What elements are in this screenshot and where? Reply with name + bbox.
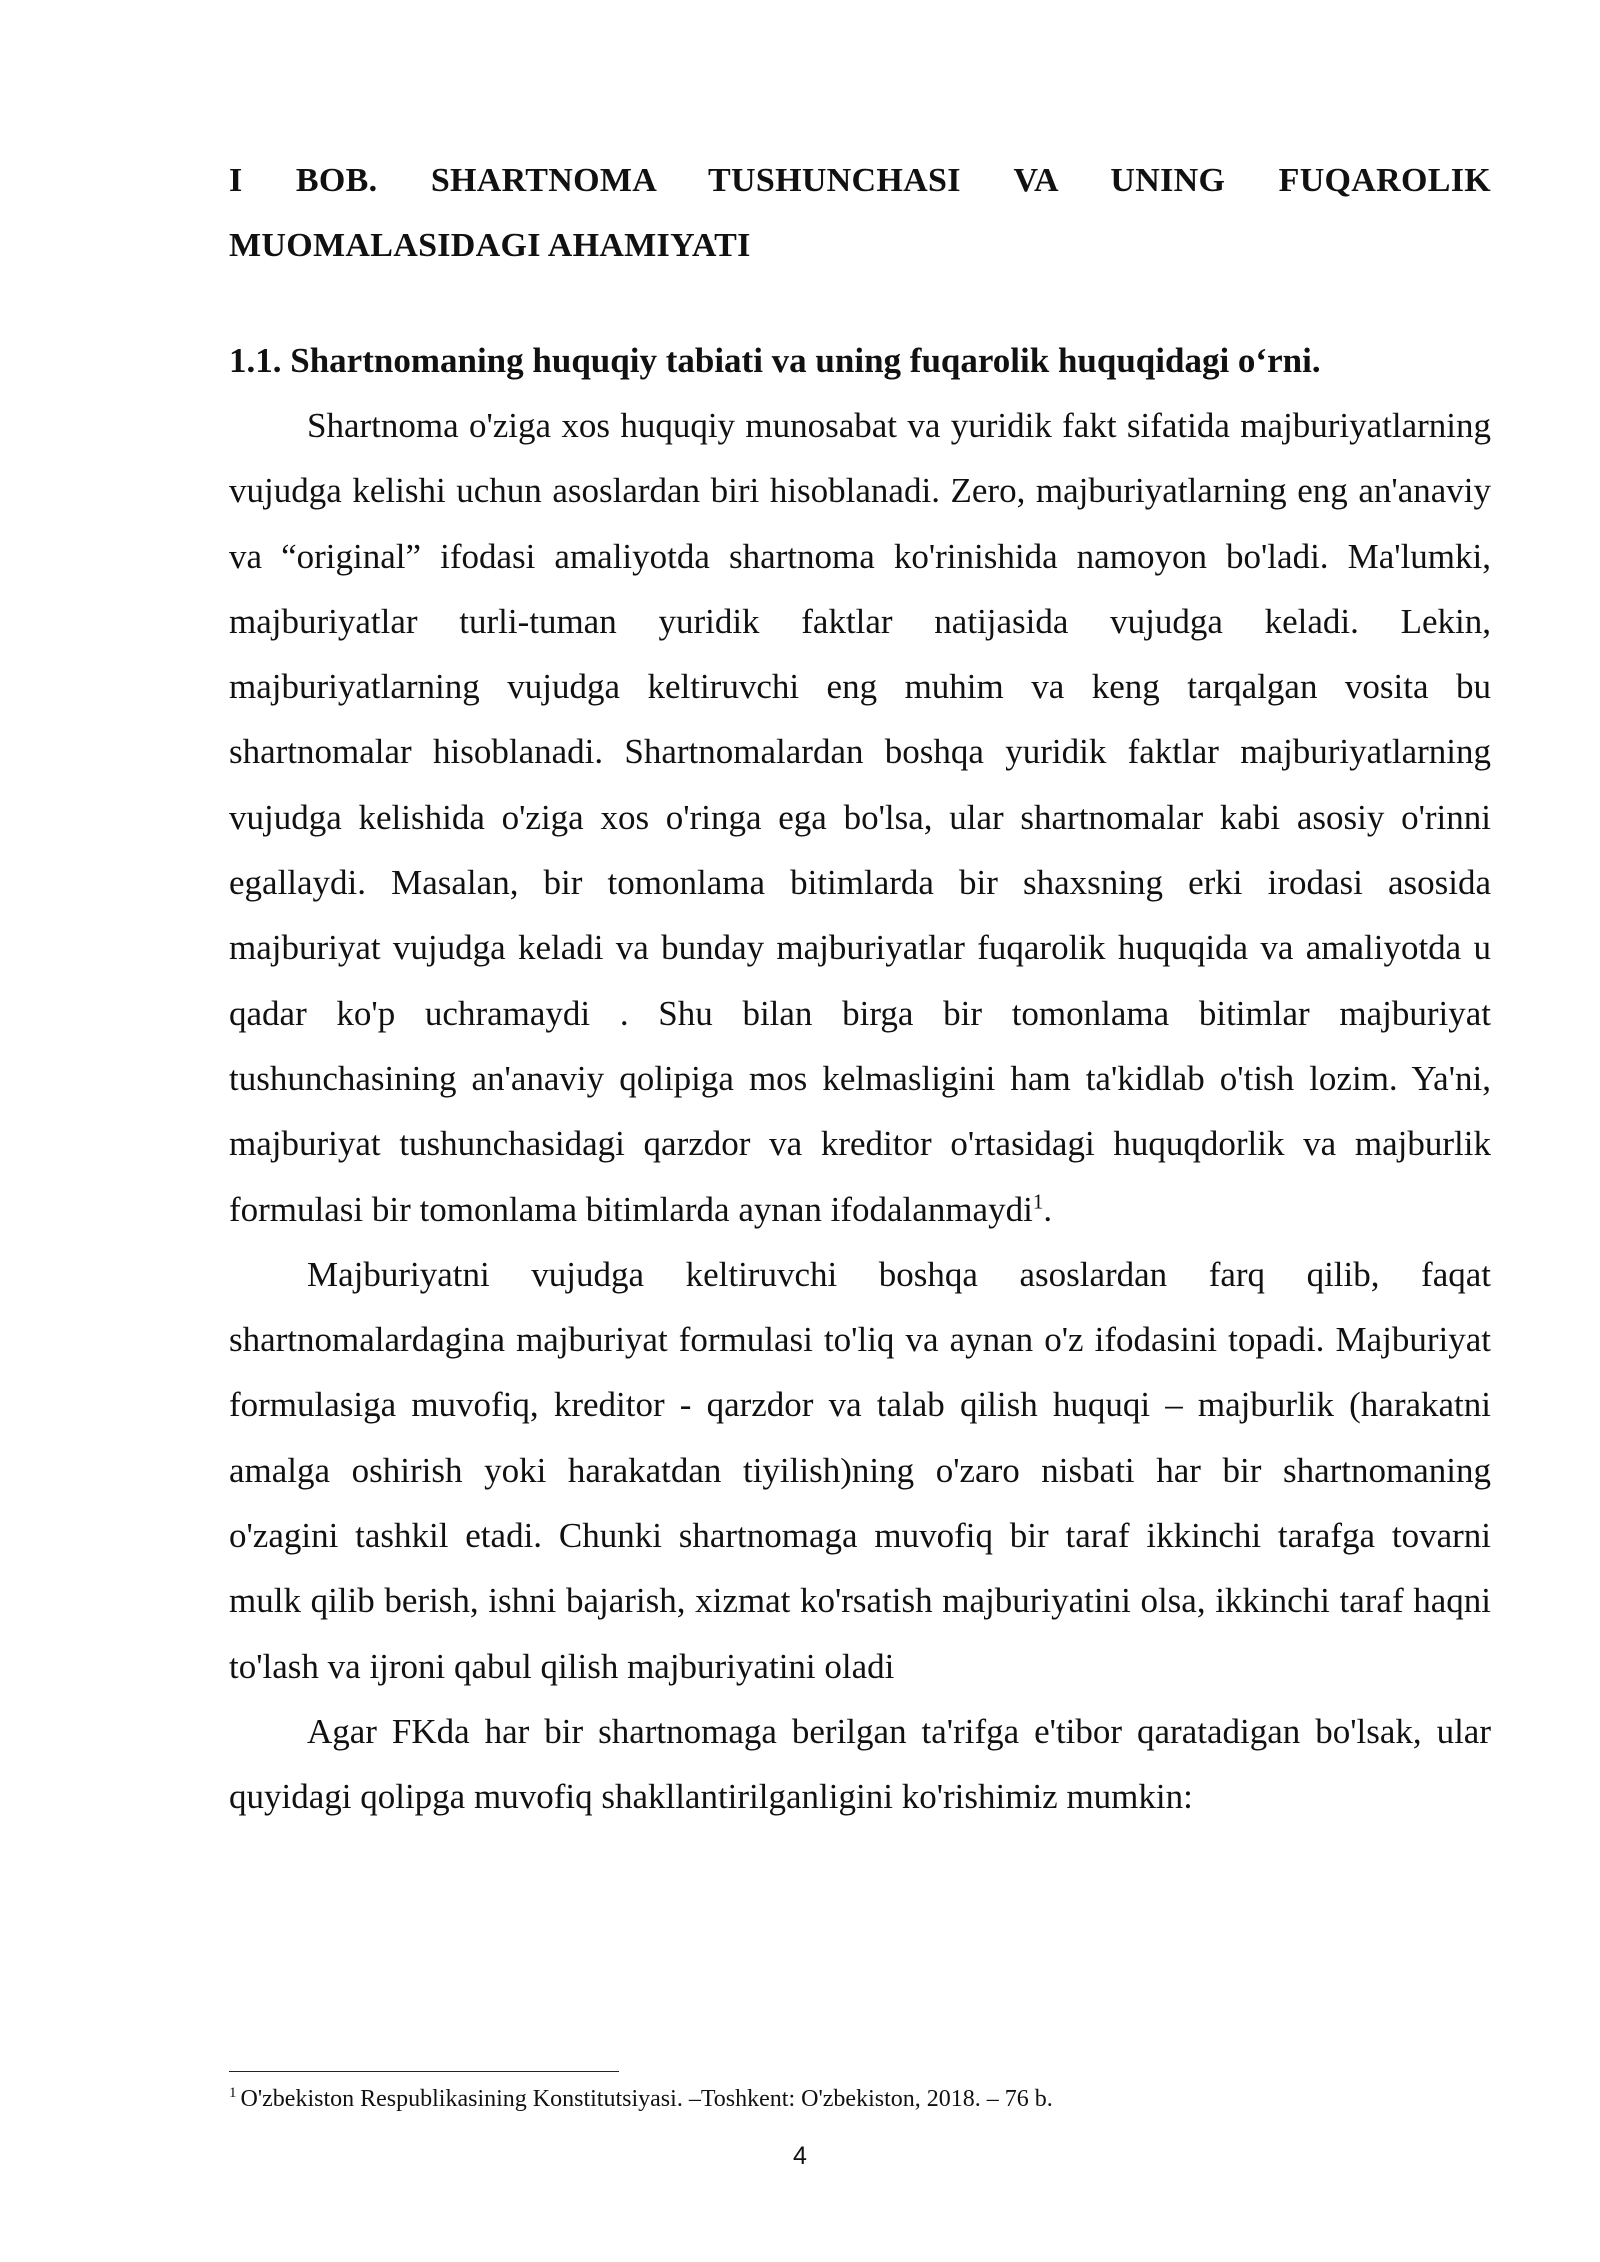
page-content (229, 148, 1491, 1830)
paragraph-2: Majburiyatni vujudga keltiruvchi boshqa asoslardan farq qilib, faqat shartnomalardagina majburiyat formulasi to'liq va aynan o'z ifodasini topadi. Majburiyat formulasiga muvofiq, kreditor - qarzdor va talab qilish huquqi – majburlik (harakatni amalga oshirish yoki harakatdan tiyilish)ning o'zaro nisbati har bir shartnomaning o'zagini tashkil etadi. Chunki shartnomaga muvofiq bir taraf ikkinchi tarafga tovarni mulk qilib berish, ishni bajarish, xizmat ko'rsatish majburiyatini olsa, ikkinchi taraf haqni to'lash va ijroni qabul qilish majburiyatini oladi (229, 1254, 1491, 1686)
chapter-title: I BOB. SHARTNOMA TUSHUNCHASI VA UNING FUQAROLIK MUOMALASIDAGI AHAMIYATI (229, 162, 1491, 264)
paragraph-1 (229, 393, 1491, 1242)
page-number: 4 (793, 2142, 807, 2170)
paragraph-1-text: Shartnoma o'ziga xos huquqiy munosabat va yuridik fakt sifatida majburiyatlarning vujudga kelishi uchun asoslardan biri hisoblanadi. Zero, majburiyatlarning eng an'anaviy va “original” ifodasi amaliyotda shartnoma ko'rinishida namoyon bo'ladi. Ma'lumki, majburiyatlar turli-tuman yuridik faktlar natijasida vujudga keladi. Lekin, majburiyatlarning vujudga keltiruvchi eng muhim va keng tarqalgan vosita bu shartnomalar hisoblanadi. Shartnomalardan boshqa yuridik faktlar majburiyatlarning vujudga kelishida o'ziga xos o'ringa ega bo'lsa, ular shartnomalar kabi asosiy o'rinni egallaydi. Masalan, bir tomonlama bitimlarda bir shaxsning erki irodasi asosida majburiyat vujudga keladi va bunday majburiyatlar fuqarolik huquqida va amaliyotda u qadar ko'p uchramaydi . Shu bilan birga bir tomonlama bitimlar majburiyat tushunchasining an'anaviy qolipiga mos kelmasligini ham ta'kidlab o'tish lozim. Ya'ni, majburiyat tushunchasidagi qarzdor va kreditor o'rtasidagi huquqdorlik va majburlik formulasi bir tomonlama bitimlarda aynan ifodalanmaydi (229, 406, 1491, 1229)
footnote-marker: 1 (229, 2085, 237, 2101)
footnote-reference[interactable]: 1 (1032, 1188, 1044, 1213)
paragraph-1-end: . (1043, 1189, 1053, 1229)
paragraph-3: Agar FKda har bir shartnomaga berilgan ta'rifga e'tibor qaratadigan bo'lsak, ular quyidagi qolipga muvofiq shakllantirilganligini ko'rishimiz mumkin: (229, 1711, 1491, 1817)
footnote (229, 2083, 1491, 2115)
section-title: 1.1. Shartnomaning huquqiy tabiati va uning fuqarolik huquqidagi o‘rni. (229, 341, 1321, 380)
footnote-separator (229, 2071, 619, 2072)
footnote-text: O'zbekiston Respublikasining Konstitutsiyasi. –Toshkent: O'zbekiston, 2018. – 76 b. (240, 2086, 1053, 2112)
